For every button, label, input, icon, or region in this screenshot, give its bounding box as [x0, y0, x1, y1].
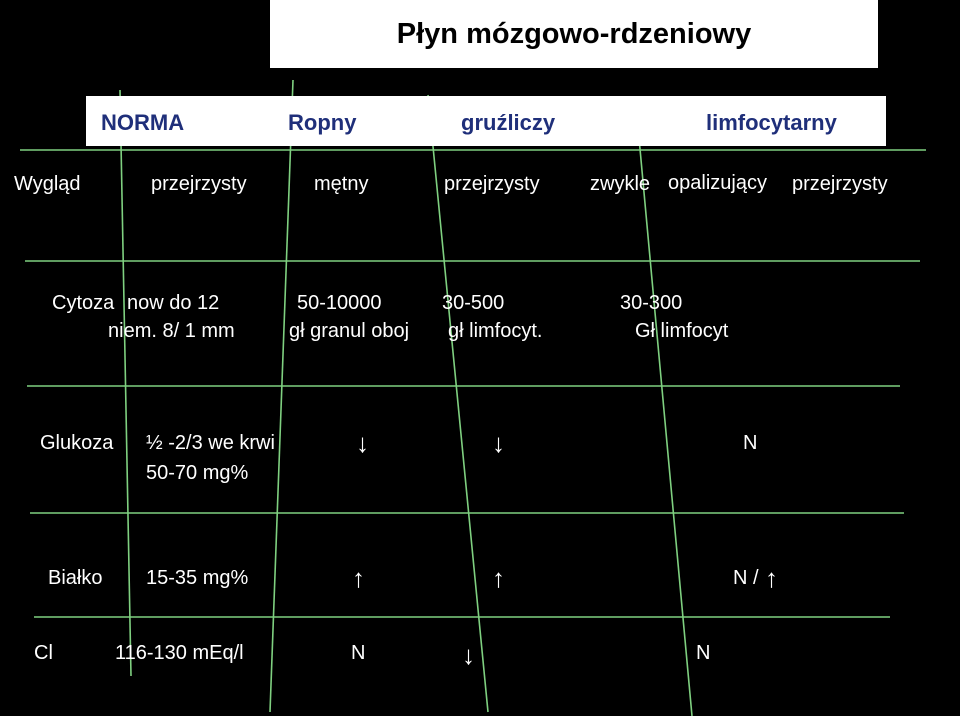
arrow-up-icon: ↑ — [352, 563, 365, 593]
row-label-bialko: Białko — [48, 567, 103, 589]
arrow-down-icon: ↓ — [462, 640, 475, 670]
cell-glukoza-norma-2: 50-70 mg% — [146, 462, 249, 484]
cell-glukoza-limfocytarny: N — [743, 432, 758, 454]
cell-cytoza-norma-1: now do 12 — [127, 292, 220, 314]
cell-wyglad-limfocytarny-a: zwykle — [590, 173, 651, 195]
cell-cl-norma: 116-130 mEq/l — [115, 642, 244, 664]
row-label-wyglad: Wygląd — [14, 173, 81, 195]
cell-cytoza-gruzliczy-1: 30-500 — [442, 292, 505, 314]
page-title: Płyn mózgowo-rdzeniowy — [396, 18, 752, 50]
grid-line-v4 — [638, 127, 692, 716]
header-ropny: Ropny — [288, 110, 357, 135]
cell-cl-limfocytarny: N — [696, 642, 711, 664]
grid-line-v1 — [120, 90, 131, 676]
cell-bialko-norma: 15-35 mg% — [146, 567, 249, 589]
arrow-up-icon: ↑ — [492, 563, 505, 593]
cell-cytoza-limfocytarny-2: Gł limfocyt — [635, 320, 729, 342]
row-label-cytoza: Cytoza — [52, 292, 115, 314]
cell-bialko-limfocytarny-a: N / — [733, 567, 759, 589]
arrow-up-icon: ↑ — [765, 563, 778, 593]
arrow-down-icon: ↓ — [356, 428, 369, 458]
cell-wyglad-ropny: mętny — [314, 173, 369, 195]
header-limfocytarny: limfocytarny — [706, 110, 837, 135]
cell-cytoza-norma-2: niem. 8/ 1 mm — [108, 320, 235, 342]
cell-cytoza-limfocytarny-1: 30-300 — [620, 292, 683, 314]
cell-wyglad-limfocytarny-b: opalizujący — [668, 172, 767, 194]
row-label-glukoza: Glukoza — [40, 432, 114, 454]
cell-cl-ropny: N — [351, 642, 366, 664]
cell-cytoza-ropny-1: 50-10000 — [297, 292, 382, 314]
cell-wyglad-gruzliczy: przejrzysty — [444, 173, 540, 195]
arrow-down-icon: ↓ — [492, 428, 505, 458]
title-band — [270, 0, 878, 68]
row-label-cl: Cl — [34, 642, 53, 664]
header-gruzliczy: gruźliczy — [461, 110, 556, 135]
cell-wyglad-norma: przejrzysty — [151, 173, 247, 195]
header-norma: NORMA — [101, 110, 185, 135]
cell-cytoza-ropny-2: gł granul oboj — [289, 320, 410, 342]
cell-glukoza-norma-1: ½ -2/3 we krwi — [146, 432, 275, 454]
cell-cytoza-gruzliczy-2: gł limfocyt. — [448, 320, 543, 342]
cell-wyglad-limfocytarny-c: przejrzysty — [792, 173, 888, 195]
